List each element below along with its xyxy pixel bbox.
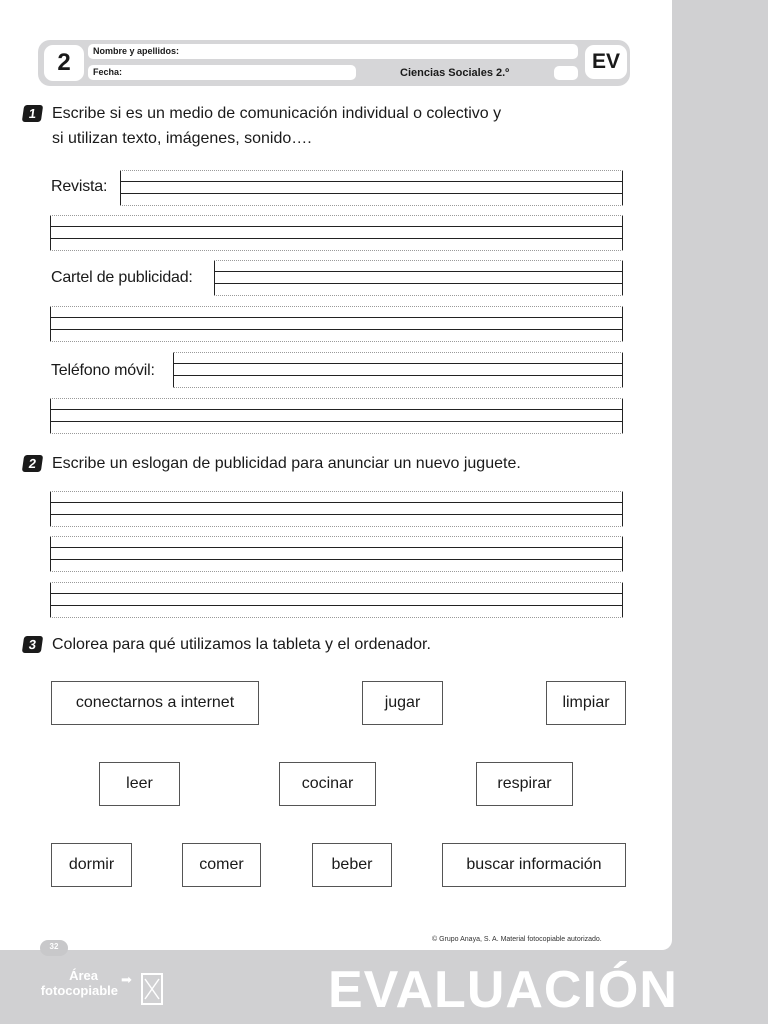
copyright-notice: © Grupo Anaya, S. A. Material fotocopiable autorizado. <box>432 936 602 943</box>
name-field[interactable] <box>88 44 578 59</box>
writing-line[interactable] <box>50 582 623 618</box>
activity-2-badge: 2 <box>22 455 43 472</box>
side-margin <box>672 0 768 950</box>
header-pill <box>554 66 578 80</box>
writing-line[interactable] <box>50 215 623 251</box>
option-box[interactable]: leer <box>99 762 180 806</box>
cross-icon <box>143 975 161 1003</box>
activity-1-badge: 1 <box>22 105 43 122</box>
area-line2: fotocopiable <box>40 983 118 998</box>
option-box[interactable]: limpiar <box>546 681 626 725</box>
option-box[interactable]: respirar <box>476 762 573 806</box>
field-label-cartel: Cartel de publicidad: <box>51 269 193 286</box>
writing-line[interactable] <box>50 398 623 434</box>
option-box[interactable]: buscar información <box>442 843 626 887</box>
activity-1-instruction-line1: Escribe si es un medio de comunicación individual o colectivo y <box>52 105 502 122</box>
option-box[interactable]: dormir <box>51 843 132 887</box>
activity-3-badge: 3 <box>22 636 43 653</box>
photocopy-icon <box>141 973 163 1005</box>
activity-1-instruction-line2: si utilizan texto, imágenes, sonido…. <box>52 130 312 147</box>
date-label: Fecha: <box>93 67 123 77</box>
activity-3-instruction: Colorea para qué utilizamos la tableta y el ordenador. <box>52 636 431 653</box>
field-label-revista: Revista: <box>51 178 108 195</box>
area-line1: Área <box>69 968 98 983</box>
unit-number: 2 <box>44 45 84 81</box>
page-number: 32 <box>40 940 68 956</box>
writing-line-cartel[interactable] <box>214 260 623 296</box>
arrow-right-icon: ➡ <box>121 972 132 987</box>
subject-label: Ciencias Sociales 2.º <box>400 67 510 79</box>
option-box[interactable]: jugar <box>362 681 443 725</box>
writing-line[interactable] <box>50 491 623 527</box>
writing-line-telefono[interactable] <box>173 352 623 388</box>
option-box[interactable]: comer <box>182 843 261 887</box>
writing-line-revista[interactable] <box>120 170 623 206</box>
evaluation-tag: EV <box>585 45 627 79</box>
name-label: Nombre y apellidos: <box>93 46 180 56</box>
option-box[interactable]: conectarnos a internet <box>51 681 259 725</box>
field-label-telefono: Teléfono móvil: <box>51 362 155 379</box>
writing-line[interactable] <box>50 536 623 572</box>
date-field[interactable] <box>88 65 356 80</box>
writing-line[interactable] <box>50 306 623 342</box>
option-box[interactable]: beber <box>312 843 392 887</box>
activity-2-instruction: Escribe un eslogan de publicidad para anunciar un nuevo juguete. <box>52 455 521 472</box>
section-title: EVALUACIÓN <box>328 961 678 1019</box>
option-box[interactable]: cocinar <box>279 762 376 806</box>
